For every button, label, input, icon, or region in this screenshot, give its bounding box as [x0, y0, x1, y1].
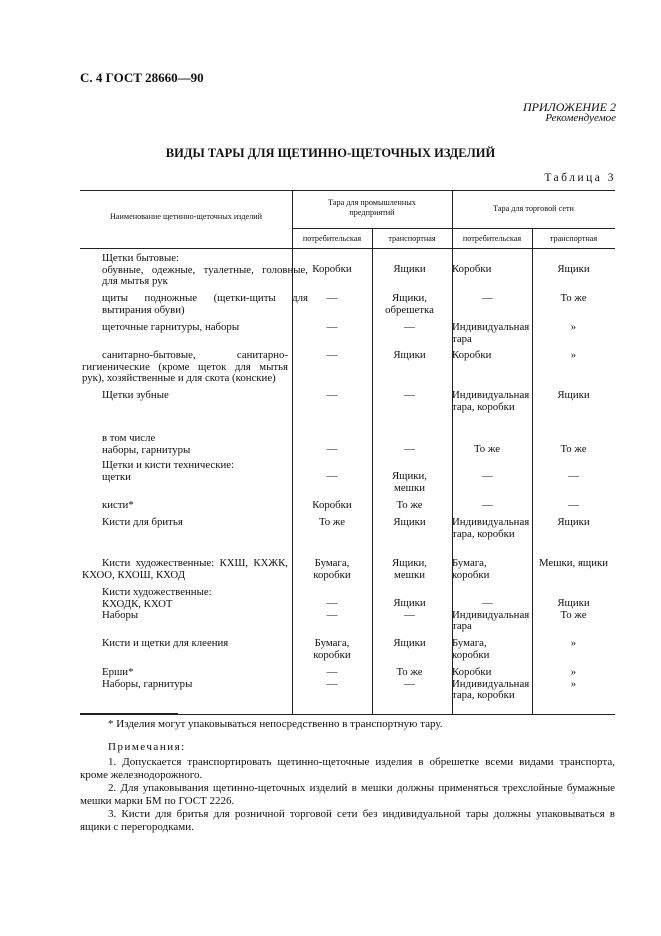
footnote: * Изделия могут упаковываться непосредственно в транспортную тару.: [108, 718, 443, 730]
header-transport-industrial: транспортная: [388, 234, 436, 243]
header-consumer-industrial: потребительская: [302, 234, 362, 243]
cell-industrial-transport: То же —: [396, 666, 423, 690]
cell-name: Ерши* Наборы, гарнитуры: [102, 666, 193, 690]
cell-industrial-transport: Ящики: [393, 263, 426, 275]
cell-trade-consumer-line: Индивидуальная тара: [452, 608, 530, 632]
table-bottom-rule: [80, 714, 615, 715]
cell-trade-consumer-line: Индивидуальная тара, коробки: [452, 677, 530, 701]
cell-trade-transport: »: [570, 349, 577, 361]
header-name: Наименование щетинно-щеточных изделий: [109, 212, 263, 221]
cell-industrial-consumer: Коробки: [312, 263, 352, 275]
cell-name: санитарно-бытовые, санитарно-гигиенические (кроме щеток для мытья рук), хозяйственные и для скота (конские): [82, 349, 288, 384]
cell-industrial-consumer: —: [326, 443, 338, 455]
table-label: Таблица 3: [544, 172, 616, 184]
cell-name: Кисти для бритья: [102, 516, 183, 528]
cell-industrial-transport: —: [404, 389, 415, 401]
cell-trade-transport: Ящики: [557, 389, 590, 401]
cell-trade-transport: »: [570, 637, 577, 649]
note-2: 2. Для упаковывания щетинно-щеточных изделий в мешки должны применяться трехслойные бумажные мешки марки БМ по ГОСТ 2226.: [80, 782, 615, 807]
page-header: С. 4 ГОСТ 28660—90: [80, 70, 204, 85]
cell-trade-consumer: Бумага, коробки: [452, 637, 490, 661]
cell-trade-transport: —: [568, 470, 579, 482]
cell-name-line: Щетки бытовые:: [102, 252, 179, 264]
cell-industrial-transport: Ящики —: [393, 597, 426, 621]
cell-trade-consumer: —: [482, 292, 493, 304]
cell-industrial-transport: Ящики: [393, 637, 426, 649]
cell-industrial-consumer: — —: [326, 597, 338, 621]
cell-name: Щетки зубные: [102, 389, 169, 401]
cell-industrial-transport: Ящики, обрешетка: [385, 292, 434, 316]
cell-trade-transport: Мешки, ящики: [538, 557, 609, 569]
cell-industrial-consumer: Бумага, коробки: [313, 557, 351, 581]
cell-trade-transport: То же: [560, 443, 587, 455]
cell-industrial-consumer: То же: [319, 516, 345, 528]
cell-industrial-consumer: —: [326, 292, 338, 304]
footnote-rule: [80, 713, 178, 714]
appendix-label: [523, 102, 616, 124]
cell-trade-consumer: Индивидуальная тара: [452, 321, 530, 345]
cell-name: Щетки и кисти технические: щетки: [102, 459, 235, 483]
note-1: 1. Допускается транспортировать щетинно-щеточные изделия в обрешетке всеми видами транспорта, кроме железнодорожного.: [80, 756, 615, 781]
cell-name: Кисти художественные: КХОДК, КХОТ Наборы: [102, 586, 212, 621]
note-3: 3. Кисти для бритья для розничной торговой сети без индивидуальной тары должны упаковываться в ящики с перегородками.: [80, 808, 615, 833]
cell-trade-consumer: Индивидуальная тара, коробки: [452, 516, 530, 540]
table-header-bottom-rule: [80, 248, 615, 249]
cell-trade-transport: »: [570, 321, 577, 333]
cell-trade-transport: » »: [570, 666, 577, 690]
cell-industrial-consumer: —: [326, 321, 338, 333]
header-consumer-trade: потребительская: [462, 234, 522, 243]
cell-trade-consumer: [452, 597, 530, 633]
cell-name-line: обувные, одежные, туалетные, головные, для мытья рук: [102, 263, 308, 287]
table-subheader-rule: [292, 228, 615, 229]
cell-trade-transport: Ящики: [557, 263, 590, 275]
cell-industrial-transport: Ящики, мешки: [391, 557, 428, 581]
cell-trade-consumer: То же: [474, 443, 500, 455]
cell-trade-transport: То же: [560, 292, 587, 304]
cell-trade-consumer: Индивидуальная тара, коробки: [452, 389, 530, 413]
cell-trade-consumer: Бумага, коробки: [452, 557, 490, 581]
cell-industrial-consumer: — —: [326, 666, 338, 690]
header-transport-trade: транспортная: [549, 234, 598, 243]
appendix-title: ПРИЛОЖЕНИЕ 2: [523, 100, 616, 114]
table-top-rule: [80, 190, 615, 191]
notes-title: Примечания:: [108, 741, 186, 753]
cell-name: Кисти художественные: КХШ, КХЖК, КХОО, КХОШ, КХОД: [82, 557, 288, 581]
cell-trade-transport: Ящики: [557, 516, 590, 528]
cell-trade-consumer-line: —: [482, 597, 493, 609]
document-title: ВИДЫ ТАРЫ ДЛЯ ЩЕТИННО-ЩЕТОЧНЫХ ИЗДЕЛИЙ: [165, 146, 496, 160]
cell-industrial-consumer: Коробки: [312, 499, 352, 511]
cell-trade-consumer: Коробки: [452, 263, 492, 275]
cell-trade-consumer: Коробки: [452, 349, 492, 361]
cell-industrial-consumer: —: [326, 389, 338, 401]
cell-trade-consumer: —: [482, 499, 493, 511]
cell-industrial-transport: Ящики: [393, 349, 426, 361]
header-trade: Тара для торговой сети: [493, 204, 574, 213]
cell-industrial-transport: —: [404, 321, 415, 333]
cell-trade-consumer: [452, 666, 530, 702]
header-industrial: Тара для промышленных предприятий: [328, 198, 416, 217]
cell-industrial-transport: То же: [396, 499, 423, 511]
cell-trade-transport: —: [568, 499, 579, 511]
cell-industrial-consumer: —: [326, 349, 338, 361]
appendix-status: Рекомендуемое: [545, 112, 616, 124]
cell-trade-transport: Ящики То же: [557, 597, 590, 621]
cell-industrial-consumer: —: [326, 470, 338, 482]
cell-trade-consumer-line: Коробки: [452, 666, 492, 678]
cell-industrial-transport: Ящики: [393, 516, 426, 528]
cell-name: кисти*: [102, 499, 134, 511]
cell-industrial-consumer: Бумага, коробки: [313, 637, 351, 661]
cell-name: Кисти и щетки для клеения: [102, 637, 229, 649]
cell-industrial-transport: Ящики, мешки: [391, 470, 428, 494]
cell-name: щиты подножные (щетки-щиты для вытирания обуви): [102, 292, 308, 316]
cell-industrial-transport: —: [404, 443, 415, 455]
cell-name: [82, 253, 308, 288]
cell-name: щеточные гарнитуры, наборы: [102, 321, 240, 333]
cell-name: в том числе наборы, гарнитуры: [102, 432, 191, 456]
cell-trade-consumer: —: [482, 470, 493, 482]
